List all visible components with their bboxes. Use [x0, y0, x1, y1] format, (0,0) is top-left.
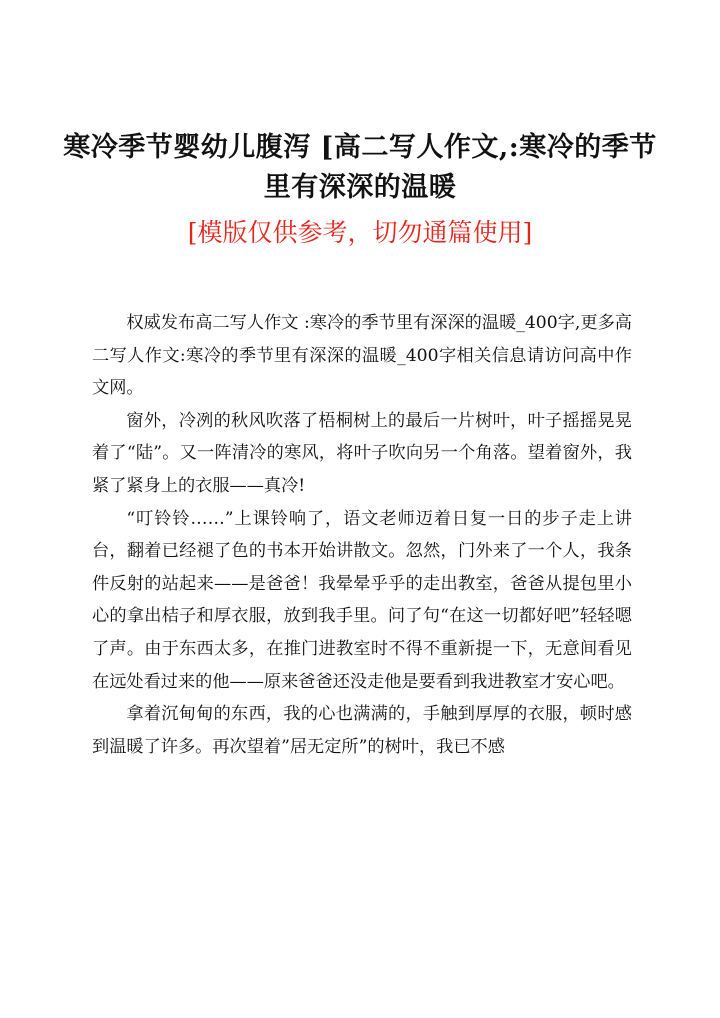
document-title: 寒冷季节婴幼儿腹泻 [高二写人作文,:寒冷的季节里有深深的温暖: [63, 132, 657, 203]
paragraph: 拿着沉甸甸的东西，我的心也满满的，手触到厚厚的衣服，顿时感到温暖了许多。再次望着”居无定所”的树叶，我已不感: [92, 704, 632, 757]
document-body: [92, 307, 632, 763]
paragraph: 窗外，冷冽的秋风吹落了梧桐树上的最后一片树叶，叶子摇摇晃晃着了“陆”。又一阵清冷的寒风，将叶子吹向另一个角落。望着窗外，我紧了紧身上的衣服——真冷!: [92, 410, 632, 496]
paragraph: 权威发布高二写人作文 :寒冷的季节里有深深的温暖_400字,更多高二写人作文:寒冷的季节里有深深的温暖_400字相关信息请访问高中作文网。: [92, 313, 632, 399]
document-subtitle: [模版仅供参考，切勿通篇使用]: [187, 218, 533, 247]
paragraph: “叮铃铃……”上课铃响了，语文老师迈着日复一日的步子走上讲台，翻着已经褪了色的书本开始讲散文。忽然，门外来了一个人，我条件反射的站起来——是爸爸！我晕晕乎乎的走出教室，爸爸从提包里小心的拿出桔子和厚衣服，放到我手里。问了句“在这一切都好吧”轻轻嗯了声。由于东西太多，在推门进教室时不得不重新提一下，无意间看见在远处看过来的他——原来爸爸还没走他是要看到我进教室才安心吧。: [92, 508, 632, 692]
